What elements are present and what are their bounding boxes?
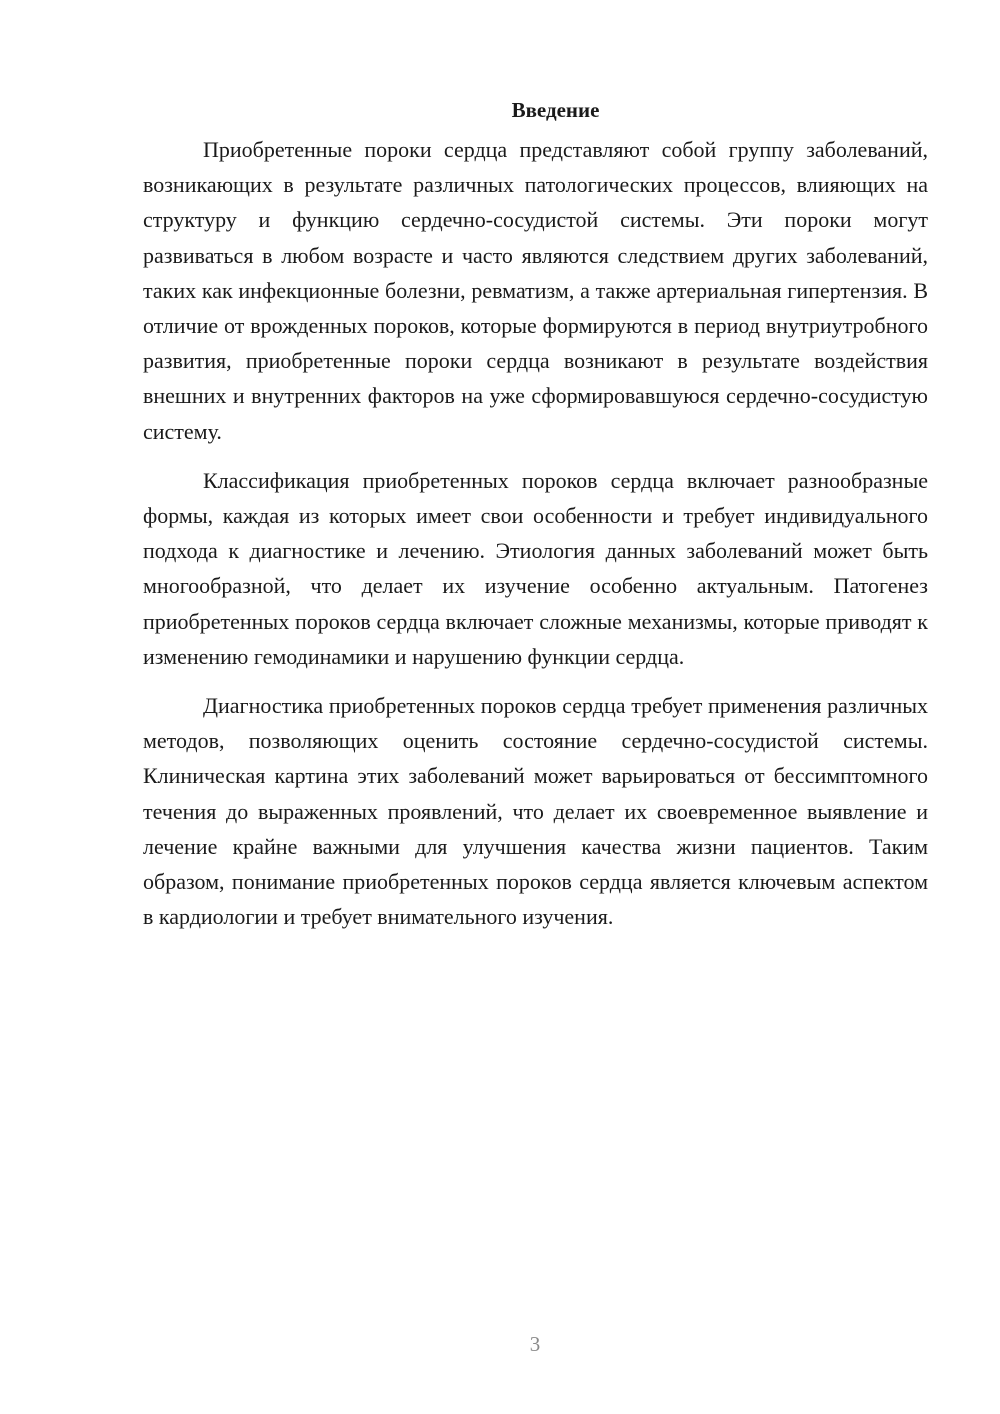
section-title: Введение — [511, 98, 600, 122]
paragraph-3: Диагностика приобретенных пороков сердца требует применения различных методов, позволяющих оценить состояние сердечно-сосудистой системы. Клиническая картина этих заболеваний может варьироваться от бессимптомного течения до выраженных проявлений, что делает их своевременное выявление и лечение крайне важными для улучшения качества жизни пациентов. Таким образом, понимание приобретенных пороков сердца является ключевым аспектом в кардиологии и требует внимательного изучения. — [143, 693, 928, 930]
paragraph-2: Классификация приобретенных пороков сердца включает разнообразные формы, каждая из которых имеет свои особенности и требует индивидуального подхода к диагностике и лечению. Этиология данных заболеваний может быть многообразной, что делает их изучение особенно актуальным. Патогенез приобретенных пороков сердца включает сложные механизмы, которые приводят к изменению гемодинамики и нарушению функции сердца. — [143, 467, 928, 669]
document-body — [143, 92, 928, 948]
page-number: 3 — [529, 1332, 541, 1356]
paragraph-1: Приобретенные пороки сердца представляют собой группу заболеваний, возникающих в результате различных патологических процессов, влияющих на структуру и функцию сердечно-сосудистой системы. Эти пороки могут развиваться в любом возрасте и часто являются следствием других заболеваний, таких как инфекционные болезни, ревматизм, а также артериальная гипертензия. В отличие от врожденных пороков, которые формируются в период внутриутробного развития, приобретенные пороки сердца возникают в результате воздействия внешних и внутренних факторов на уже сформировавшуюся сердечно-сосудистую систему. — [143, 137, 928, 444]
